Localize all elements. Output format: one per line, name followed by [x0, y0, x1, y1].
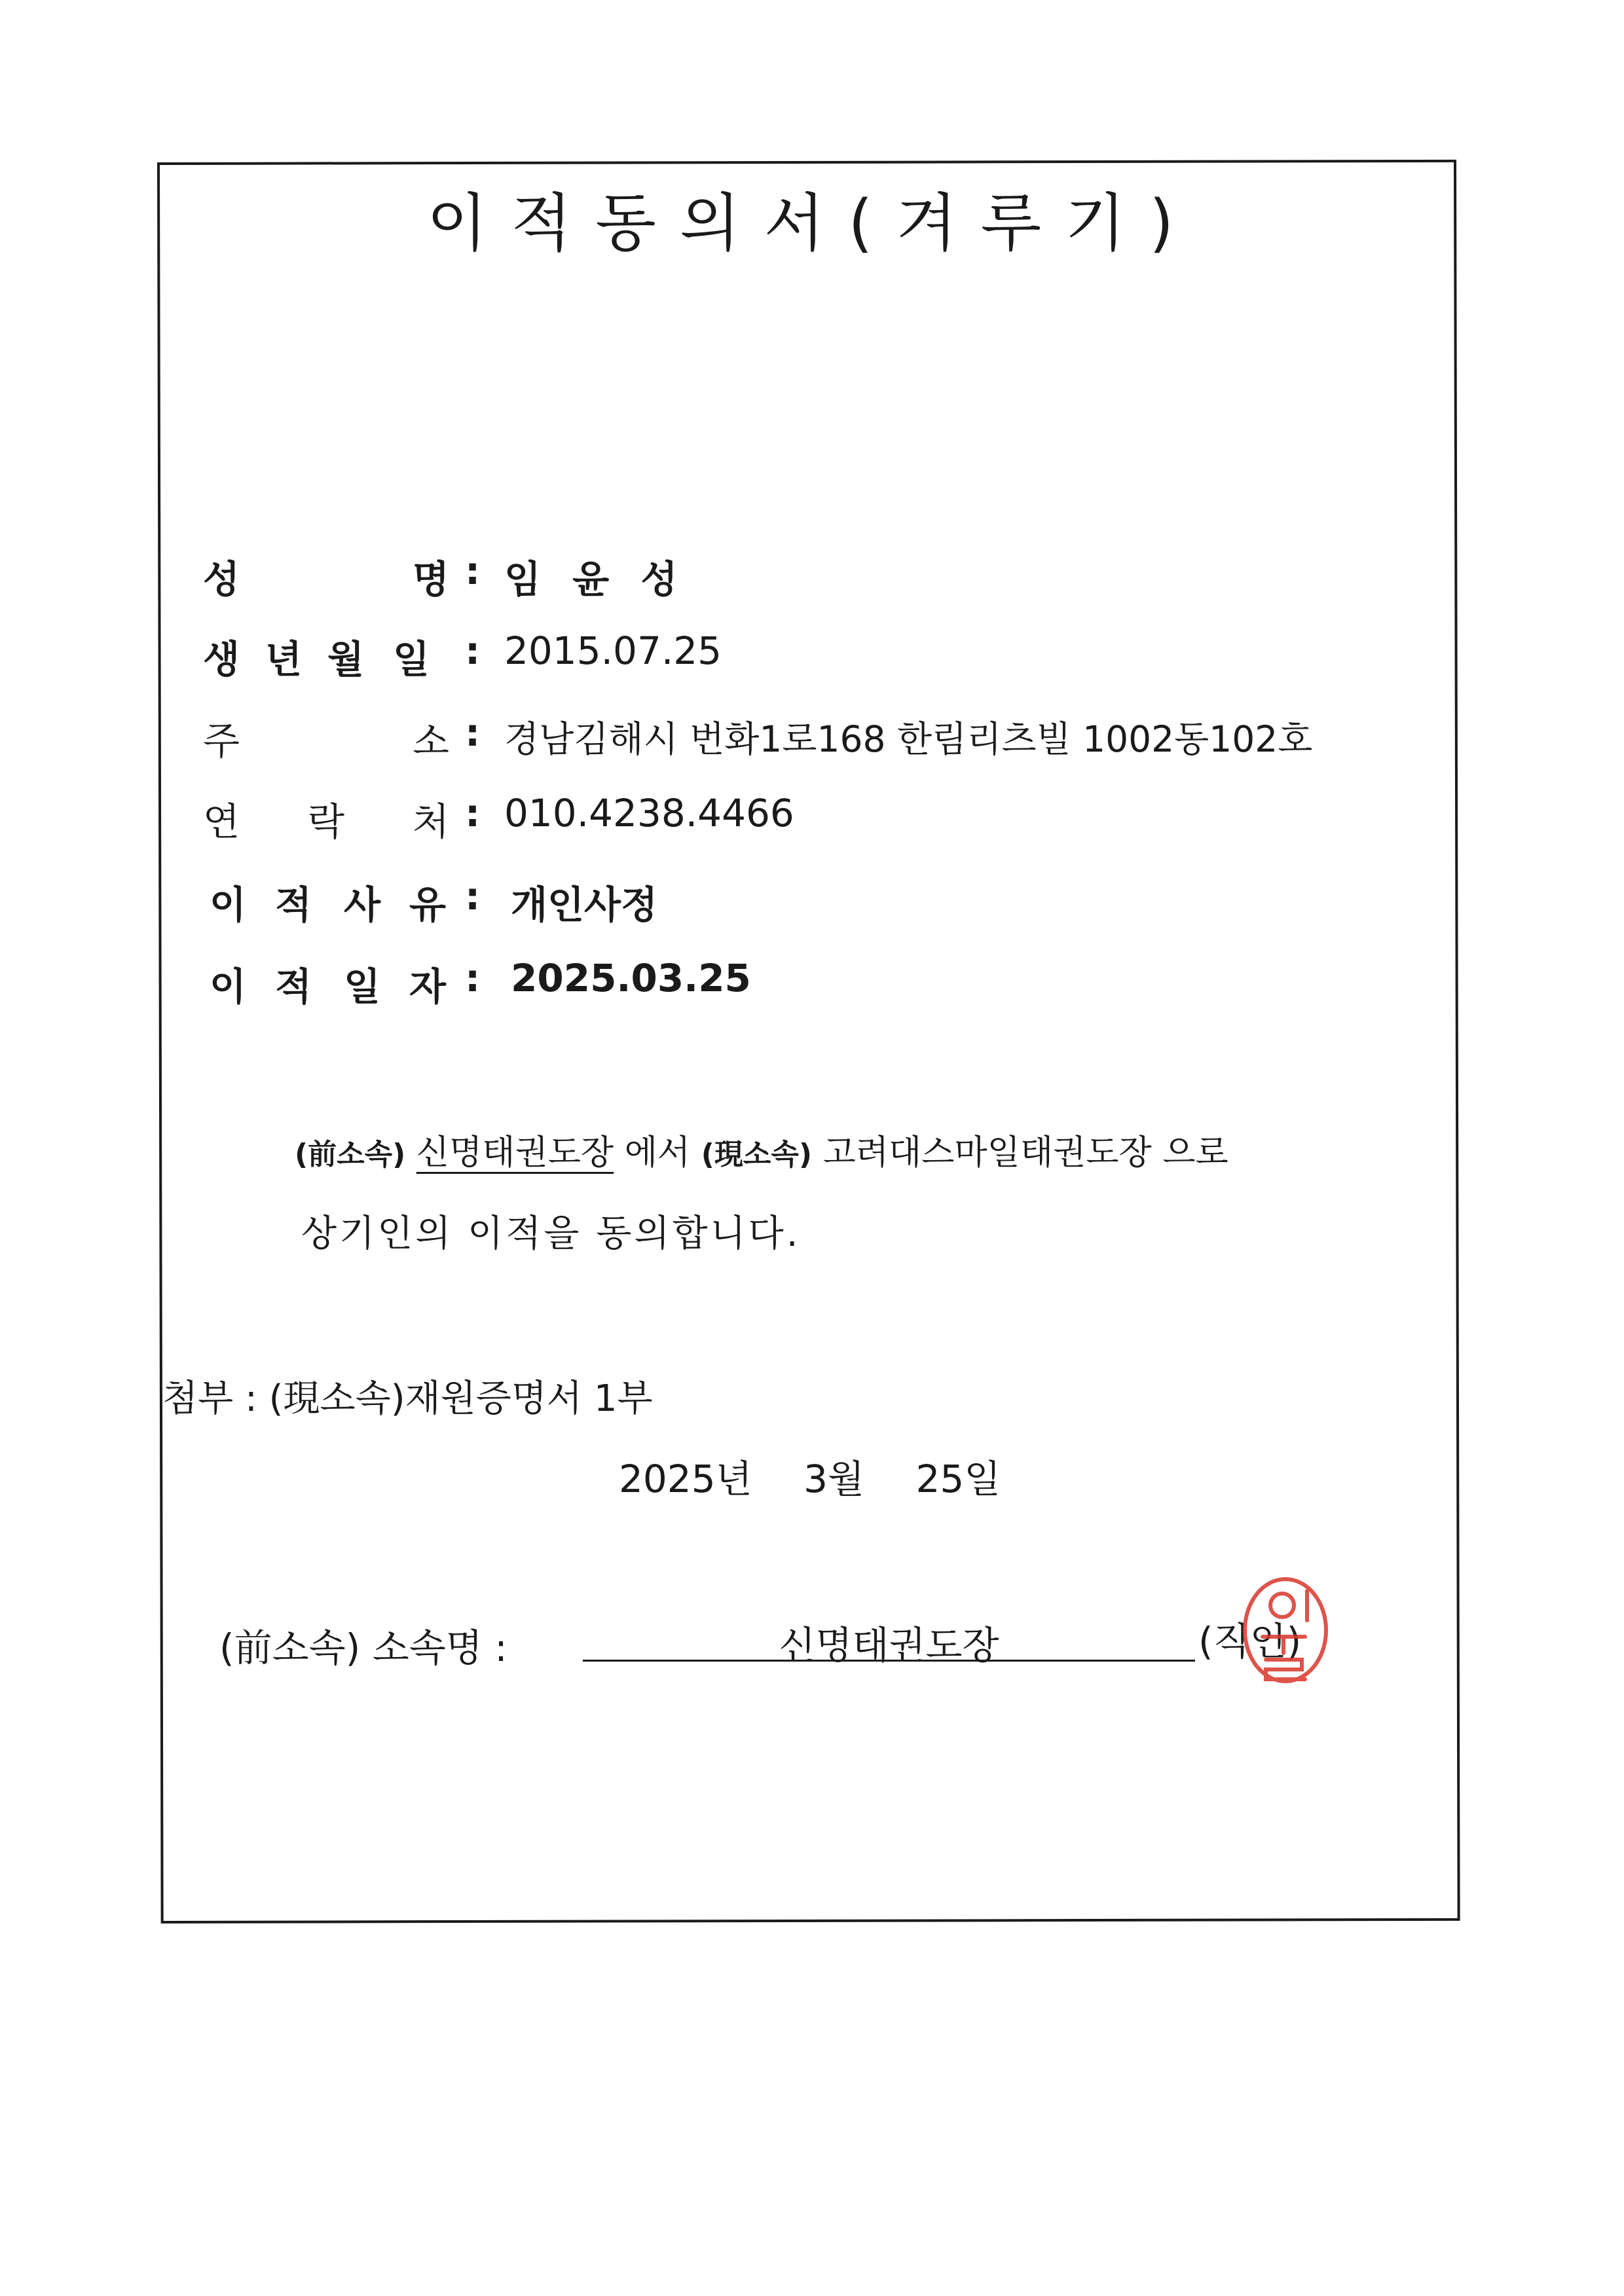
signature-prefix: (前소속) 소속명 : [219, 1626, 507, 1670]
label-char: 적 [275, 964, 312, 1009]
field-colon: : [465, 629, 481, 673]
field-label [203, 710, 450, 763]
label-char: 락 [308, 799, 345, 844]
document-title: 이적동의서(겨루기) [426, 187, 1198, 260]
label-char: 생 [203, 637, 240, 682]
date-month: 3월 [803, 1457, 865, 1501]
label-char: 명 [413, 557, 450, 602]
label-char: 사 [344, 883, 381, 927]
signature-club-name: 신명태권도장 [779, 1623, 999, 1667]
field-value: 010.4238.4466 [504, 791, 794, 835]
date-day: 25일 [915, 1457, 1001, 1501]
field-colon: : [465, 549, 481, 593]
attachment-note: 첨부 : (現소속)재원증명서 1부 [162, 1377, 653, 1420]
official-seal-label: (직인) [1198, 1619, 1302, 1664]
curr-affiliation-tag: (現소속) [701, 1138, 812, 1171]
label-char: 월 [327, 637, 365, 682]
label-char: 성 [203, 557, 240, 602]
consent-line-1 [295, 1125, 1228, 1174]
field-value: 2015.07.25 [504, 629, 722, 673]
label-char: 주 [203, 719, 240, 763]
label-char: 이 [210, 883, 247, 927]
consent-line-2: 상기인의 이적을 동의합니다. [301, 1212, 801, 1255]
field-label [203, 629, 445, 681]
to-word: 으로 [1162, 1133, 1228, 1173]
field-colon: : [465, 791, 481, 835]
field-value: 2025.03.25 [511, 956, 751, 1000]
field-label [203, 549, 450, 602]
label-char: 연 [203, 799, 240, 844]
field-value: 경남김해시 번화1로168 한림리츠빌 1002동102호 [504, 718, 1313, 760]
field-colon: : [465, 710, 481, 755]
prev-affiliation-tag: (前소속) [295, 1138, 406, 1171]
label-char: 일 [393, 637, 430, 682]
label-char: 이 [210, 964, 247, 1009]
field-value: 임 윤 성 [504, 557, 687, 602]
field-value: 개인사정 [511, 883, 658, 927]
label-char: 일 [344, 964, 381, 1009]
field-colon: : [465, 956, 481, 1000]
date-year: 2025년 [619, 1457, 752, 1501]
label-char: 자 [409, 964, 447, 1009]
label-char: 적 [275, 883, 312, 927]
field-label [203, 791, 450, 844]
label-char: 유 [409, 883, 447, 927]
red-seal-stamp-icon [1236, 1571, 1335, 1689]
field-label [203, 874, 445, 926]
label-char: 년 [265, 637, 303, 682]
from-word: 에서 [624, 1133, 691, 1173]
document-date [619, 1448, 1001, 1503]
label-char: 소 [413, 719, 450, 763]
curr-club-name: 고려대스마일태권도장 [822, 1133, 1152, 1173]
field-colon: : [465, 874, 481, 919]
field-label [203, 956, 445, 1008]
label-char: 처 [413, 799, 450, 844]
prev-club-name: 신명태권도장 [416, 1133, 614, 1173]
